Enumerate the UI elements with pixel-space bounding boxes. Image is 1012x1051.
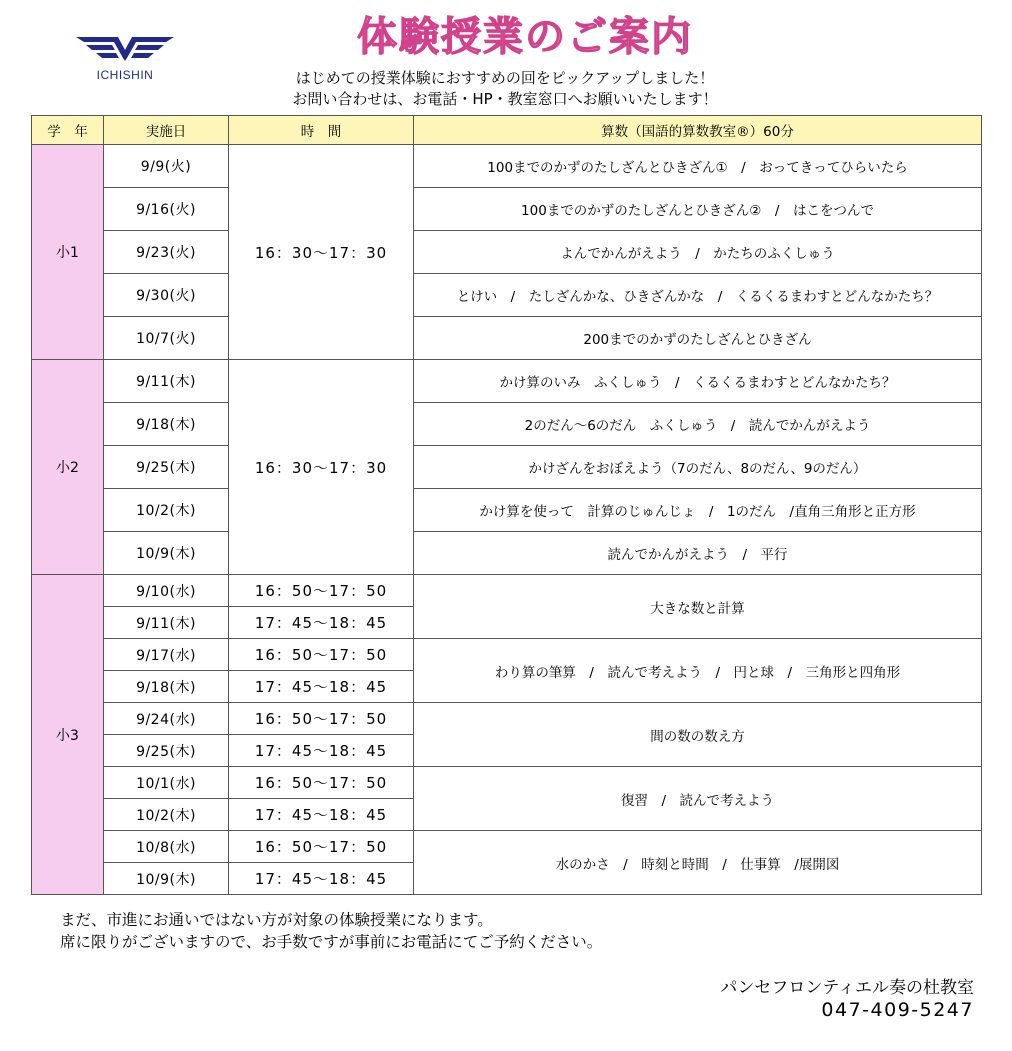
time-cell: 16：50〜17：50 — [229, 831, 414, 863]
table-row — [32, 831, 982, 863]
header-date: 実施日 — [104, 116, 229, 145]
ichishin-wing-logo-icon — [74, 34, 176, 68]
time-cell: 17：45〜18：45 — [229, 671, 414, 703]
logo — [74, 34, 176, 84]
subject-cell: かけざんをおぼえよう（7のだん、8のだん、9のだん） — [414, 446, 982, 489]
time-cell: 16：50〜17：50 — [229, 767, 414, 799]
date-cell: 10/7(火) — [104, 317, 229, 360]
subject-cell: 200までのかずのたしざんとひきざん — [414, 317, 982, 360]
time-cell: 16：30〜17：30 — [229, 145, 414, 360]
subject-cell: よんでかんがえよう / かたちのふくしゅう — [414, 231, 982, 274]
intro-line: お問い合わせは、お電話・HP・教室窓口へお願いいたします！ — [292, 90, 718, 108]
date-cell: 9/25(木) — [104, 735, 229, 767]
date-cell: 9/23(火) — [104, 231, 229, 274]
date-cell: 9/11(木) — [104, 607, 229, 639]
subject-cell: とけい / たしざんかな、ひきざんかな / くるくるまわすとどんなかたち？ — [414, 274, 982, 317]
header-time: 時 間 — [229, 116, 414, 145]
table-row — [32, 532, 982, 575]
subject-cell: 間の数の数え方 — [414, 703, 982, 767]
date-cell: 10/1(水) — [104, 767, 229, 799]
table-row — [32, 231, 982, 274]
subject-cell: かけ算を使って 計算のじゅんじょ / 1のだん /直角三角形と正方形 — [414, 489, 982, 532]
note-line: まだ、市進にお通いではない方が対象の体験授業になります。 — [60, 911, 493, 929]
subject-cell: かけ算のいみ ふくしゅう / くるくるまわすとどんなかたち？ — [414, 360, 982, 403]
table-header-row — [32, 116, 982, 145]
date-cell: 10/9(木) — [104, 532, 229, 575]
table-row — [32, 317, 982, 360]
subject-cell: 読んでかんがえよう / 平行 — [414, 532, 982, 575]
date-cell: 10/2(木) — [104, 489, 229, 532]
time-cell: 17：45〜18：45 — [229, 607, 414, 639]
header-subject: 算数（国語的算数教室®）60分 — [414, 116, 982, 145]
time-cell: 16：50〜17：50 — [229, 575, 414, 607]
table-row — [32, 639, 982, 671]
note-line: 席に限りがございますので、お手数ですが事前にお電話にてご予約ください。 — [60, 933, 603, 951]
date-cell: 9/25(木) — [104, 446, 229, 489]
subject-cell: 大きな数と計算 — [414, 575, 982, 639]
table-row — [32, 446, 982, 489]
time-cell: 17：45〜18：45 — [229, 799, 414, 831]
table-row — [32, 767, 982, 799]
table-row — [32, 703, 982, 735]
date-cell: 9/30(火) — [104, 274, 229, 317]
date-cell: 9/10(水) — [104, 575, 229, 607]
time-cell: 17：45〜18：45 — [229, 863, 414, 895]
table-row — [32, 489, 982, 532]
grade-cell: 小2 — [32, 360, 104, 575]
subject-cell: 2のだん〜6のだん ふくしゅう / 読んでかんがえよう — [414, 403, 982, 446]
table-row — [32, 360, 982, 403]
table-row — [32, 274, 982, 317]
date-cell: 9/18(木) — [104, 671, 229, 703]
time-cell: 16：50〜17：50 — [229, 703, 414, 735]
schedule-table — [31, 115, 982, 895]
table-row — [32, 188, 982, 231]
date-cell: 10/9(木) — [104, 863, 229, 895]
table-row — [32, 575, 982, 607]
header-grade: 学 年 — [32, 116, 104, 145]
grade-cell: 小1 — [32, 145, 104, 360]
date-cell: 9/9(火) — [104, 145, 229, 188]
grade-cell: 小3 — [32, 575, 104, 895]
date-cell: 9/11(木) — [104, 360, 229, 403]
date-cell: 10/8(水) — [104, 831, 229, 863]
date-cell: 10/2(木) — [104, 799, 229, 831]
logo-text: ICHISHIN — [96, 68, 154, 82]
time-cell: 16：30〜17：30 — [229, 360, 414, 575]
subject-cell: わり算の筆算 / 読んで考えよう / 円と球 / 三角形と四角形 — [414, 639, 982, 703]
table-row — [32, 403, 982, 446]
subject-cell: 水のかさ / 時刻と時間 / 仕事算 /展開図 — [414, 831, 982, 895]
school-name: パンセフロンティエル奏の杜教室 — [720, 978, 974, 998]
subject-cell: 復習 / 読んで考えよう — [414, 767, 982, 831]
subject-cell: 100までのかずのたしざんとひきざん② / はこをつんで — [414, 188, 982, 231]
page-title: 体験授業のご案内 — [357, 14, 693, 60]
time-cell: 17：45〜18：45 — [229, 735, 414, 767]
intro-line: はじめての授業体験におすすめの回をピックアップしました！ — [295, 69, 715, 87]
date-cell: 9/17(水) — [104, 639, 229, 671]
subject-cell: 100までのかずのたしざんとひきざん① / おってきってひらいたら — [414, 145, 982, 188]
date-cell: 9/18(木) — [104, 403, 229, 446]
date-cell: 9/16(火) — [104, 188, 229, 231]
date-cell: 9/24(水) — [104, 703, 229, 735]
time-cell: 16：50〜17：50 — [229, 639, 414, 671]
table-row — [32, 145, 982, 188]
phone-number: 047-409-5247 — [821, 999, 974, 1021]
